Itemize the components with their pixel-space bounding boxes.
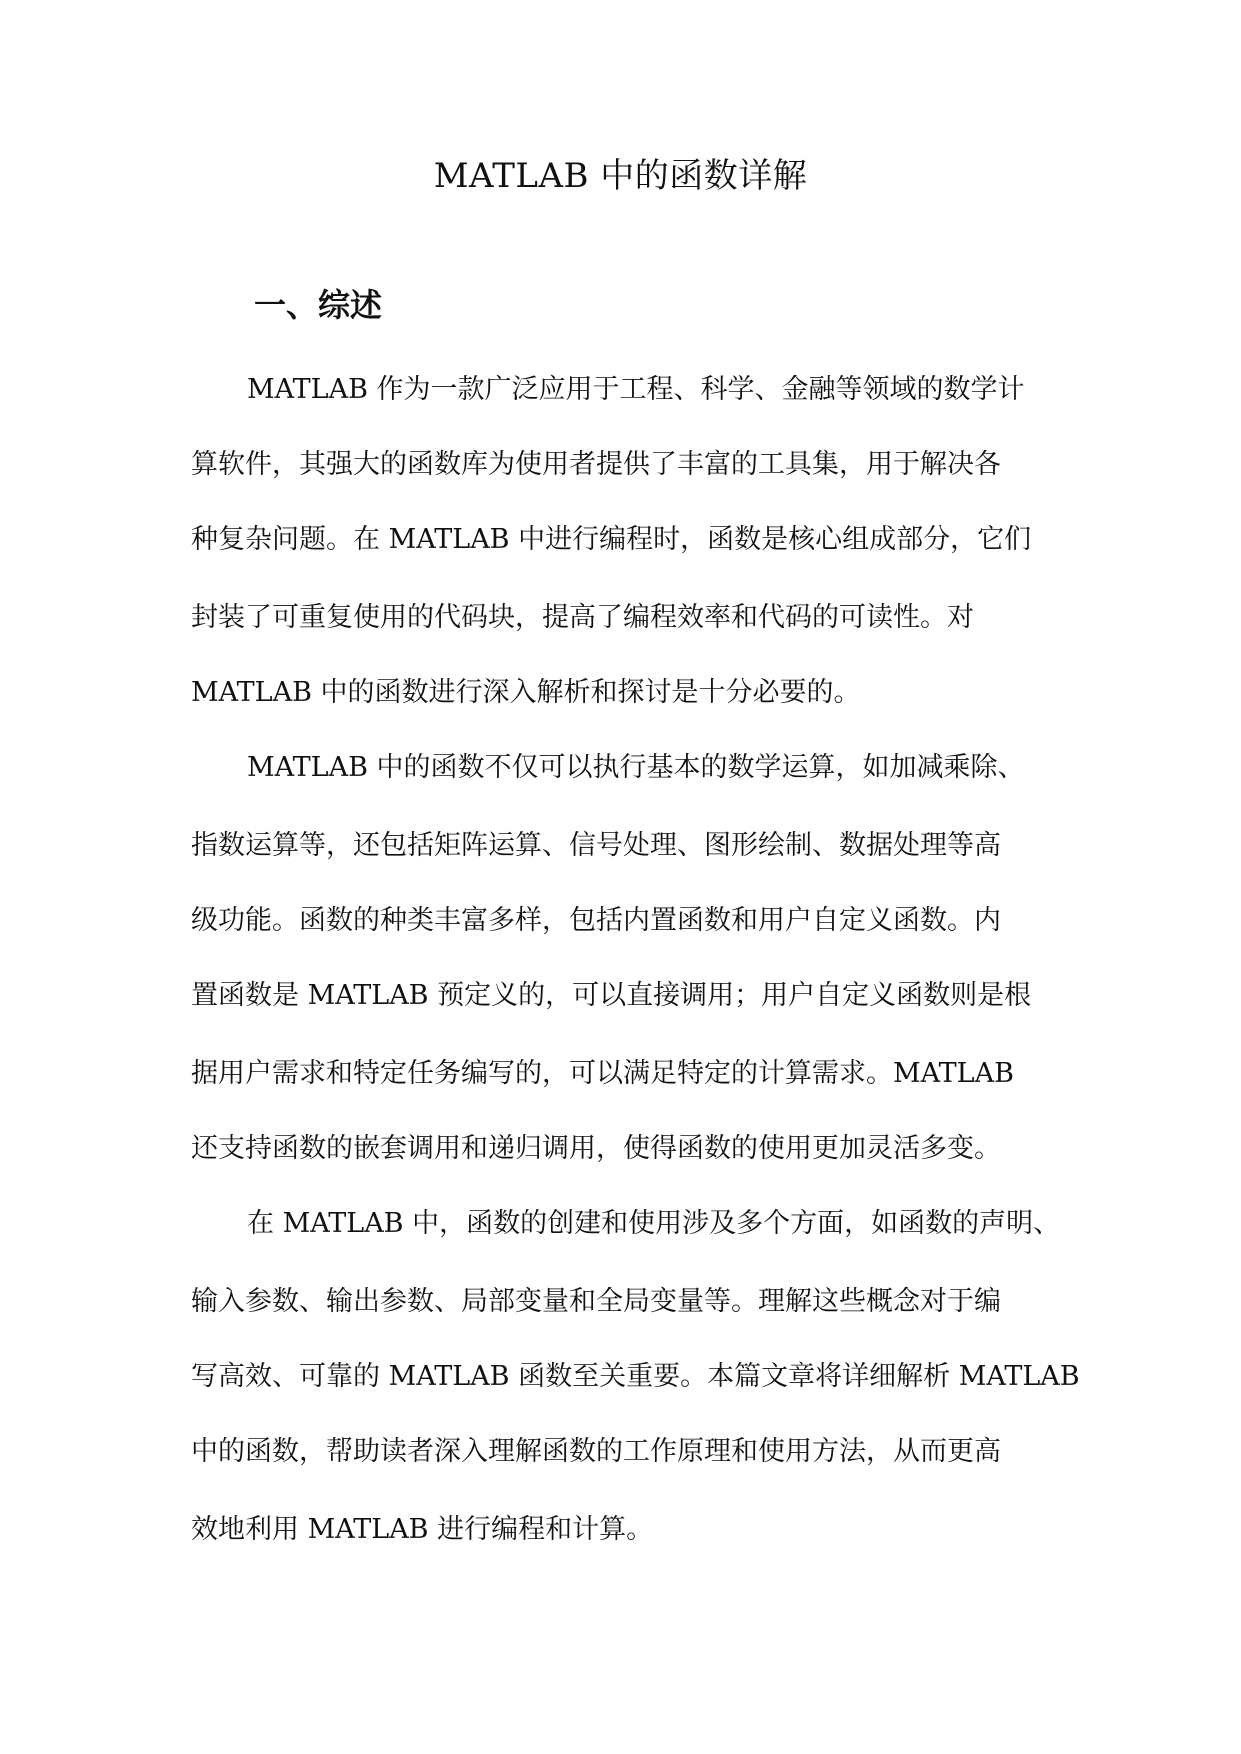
text-line: MATLAB 中的函数进行深入解析和探讨是十分必要的。 <box>191 677 861 708</box>
text-line: 指数运算等，还包括矩阵运算、信号处理、图形绘制、数据处理等高 <box>191 830 1001 861</box>
document-title: MATLAB 中的函数详解 <box>433 156 808 196</box>
text-line: 置函数是 MATLAB 预定义的，可以直接调用；用户自定义函数则是根 <box>191 980 1032 1011</box>
text-line: 据用户需求和特定任务编写的，可以满足特定的计算需求。MATLAB <box>191 1058 1014 1089</box>
text-line: 级功能。函数的种类丰富多样，包括内置函数和用户自定义函数。内 <box>191 905 1001 936</box>
text-line: 封装了可重复使用的代码块，提高了编程效率和代码的可读性。对 <box>191 602 974 633</box>
text-line: 写高效、可靠的 MATLAB 函数至关重要。本篇文章将详细解析 MATLAB <box>191 1361 1080 1392</box>
text-line: 还支持函数的嵌套调用和递归调用，使得函数的使用更加灵活多变。 <box>191 1133 1001 1164</box>
text-line: MATLAB 作为一款广泛应用于工程、科学、金融等领域的数学计 <box>247 374 1025 405</box>
text-line: 种复杂问题。在 MATLAB 中进行编程时，函数是核心组成部分，它们 <box>191 524 1032 555</box>
text-line: 输入参数、输出参数、局部变量和全局变量等。理解这些概念对于编 <box>191 1286 1001 1317</box>
text-line: 效地利用 MATLAB 进行编程和计算。 <box>191 1514 654 1545</box>
text-line: 在 MATLAB 中，函数的创建和使用涉及多个方面，如函数的声明、 <box>247 1208 1061 1239</box>
text-line: MATLAB 中的函数不仅可以执行基本的数学运算，如加减乘除、 <box>247 752 1025 783</box>
text-line: 中的函数，帮助读者深入理解函数的工作原理和使用方法，从而更高 <box>191 1436 1001 1467</box>
section-heading: 一、综述 <box>254 286 383 324</box>
text-line: 算软件，其强大的函数库为使用者提供了丰富的工具集，用于解决各 <box>191 449 1001 480</box>
